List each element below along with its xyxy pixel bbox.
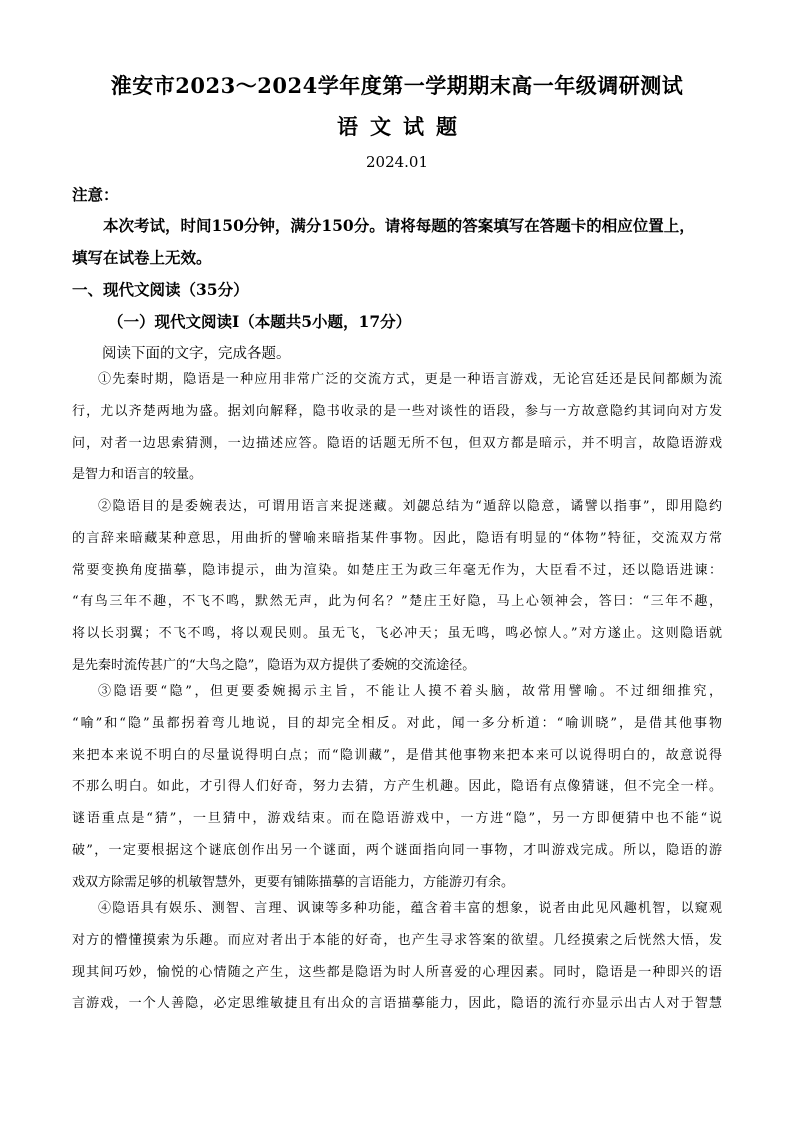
passage-line: 不那么明白。如此，才引得人们好奇，努力去猜，方产生机趣。因此，隐语有点像猜谜，但不完全一样。 — [72, 779, 722, 795]
passage-line: 是智力和语言的较量。 — [72, 467, 203, 483]
section-subheading: （一）现代文阅读Ⅰ（本题共5小题，17分） — [108, 312, 412, 331]
passage-line: 问，对者一边思索猜测，一边描述应答。隐语的话题无所不包，但双方都是暗示，并不明言，故隐语游戏 — [72, 435, 722, 451]
passage-paragraph-2 — [72, 491, 722, 682]
passage-line: “喻”和“隐”虽都拐着弯儿地说，目的却完全相反。对此，闻一多分析道：“喻训晓”，是借其他事物 — [72, 715, 722, 731]
passage-line: 戏双方除需足够的机敏智慧外，更要有铺陈描摹的言语能力，方能游刃有余。 — [72, 874, 515, 890]
passage-line: ③隐语要“隐”，但更要委婉揭示主旨，不能让人摸不着头脑，故常用譬喻。不过细细推究， — [98, 684, 722, 699]
exam-date: 2024.01 — [365, 153, 429, 171]
section-heading: 一、现代文阅读（35分） — [72, 280, 249, 299]
passage-line: 对方的懵懂摸索为乐趣。而应对者出于本能的好奇，也产生寻求答案的欲望。几经摸索之后恍然大悟，发 — [72, 932, 722, 948]
passage-line: 行，尤以齐楚两地为盛。据刘向解释，隐书收录的是一些对谈性的语段，参与一方故意隐约其词向对方发 — [72, 403, 722, 419]
passage-line: 是先秦时流传甚广的“大鸟之隐”，隐语为双方提供了委婉的交流途径。 — [72, 657, 476, 673]
notice-label: 注意： — [72, 185, 119, 204]
passage-line: 言游戏，一个人善隐，必定思维敏捷且有出众的言语描摹能力，因此，隐语的流行亦显示出古人对于智慧 — [72, 996, 722, 1012]
passage-line: ①先秦时期，隐语是一种应用非常广泛的交流方式，更是一种语言游戏，无论宫廷还是民间都颇为流 — [98, 372, 722, 387]
passage-line: ④隐语具有娱乐、测智、言理、讽谏等多种功能，蕴含着丰富的想象，说者由此见风趣机智，以窥观 — [98, 901, 722, 916]
passage-line: 的言辞来暗藏某种意思，用曲折的譬喻来暗指某件事物。因此，隐语有明显的“体物”特征，交流双方常 — [72, 530, 722, 546]
passage-paragraph-4 — [72, 893, 722, 1020]
passage-line: ②隐语目的是委婉表达，可谓用语言来捉迷藏。刘勰总结为“遁辞以隐意，谲譬以指事”，即用隐约 — [98, 499, 722, 514]
passage-line: “有鸟三年不趣，不飞不鸣，默然无声，此为何名？”楚庄王好隐，马上心领神会，答曰：“三年不趣， — [72, 594, 722, 610]
passage-paragraph-3 — [72, 676, 722, 899]
notice-line: 本次考试，时间150分钟，满分150分。请将每题的答案填写在答题卡的相应位置上， — [103, 216, 695, 235]
reading-instruction: 阅读下面的文字，完成各题。 — [102, 346, 291, 362]
passage-line: 来把本来说不明白的尽量说得明白点；而“隐训藏”，是借其他事物来把本来可以说得明白的，故意说得 — [72, 747, 722, 763]
passage-line: 常要变换角度描摹，隐讳提示，曲为渲染。如楚庄王为政三年毫无作为，大臣看不过，还以隐语进谏： — [72, 562, 722, 578]
subject-title: 语文试题 — [337, 114, 469, 139]
passage-line: 谜语重点是“猜”，一旦猜中，游戏结束。而在隐语游戏中，一方进“隐”，另一方即便猜中也不能“说 — [72, 811, 722, 827]
notice-line: 填写在试卷上无效。 — [72, 248, 212, 267]
passage-line: 破”，一定要根据这个谜底创作出另一个谜面，两个谜面指向同一事物，才叫游戏完成。所以，隐语的游 — [72, 842, 722, 858]
passage-line: 现其间巧妙，愉悦的心情随之产生，这些都是隐语为时人所喜爱的心理因素。同时，隐语是一种即兴的语 — [72, 964, 722, 980]
exam-title: 淮安市2023～2024学年度第一学期期末高一年级调研测试 — [110, 73, 684, 98]
passage-paragraph-1 — [72, 364, 722, 491]
passage-line: 将以长羽翼；不飞不鸣，将以观民则。虽无飞，飞必冲天；虽无鸣，鸣必惊人。”对方遂止。这则隐语就 — [72, 626, 722, 642]
